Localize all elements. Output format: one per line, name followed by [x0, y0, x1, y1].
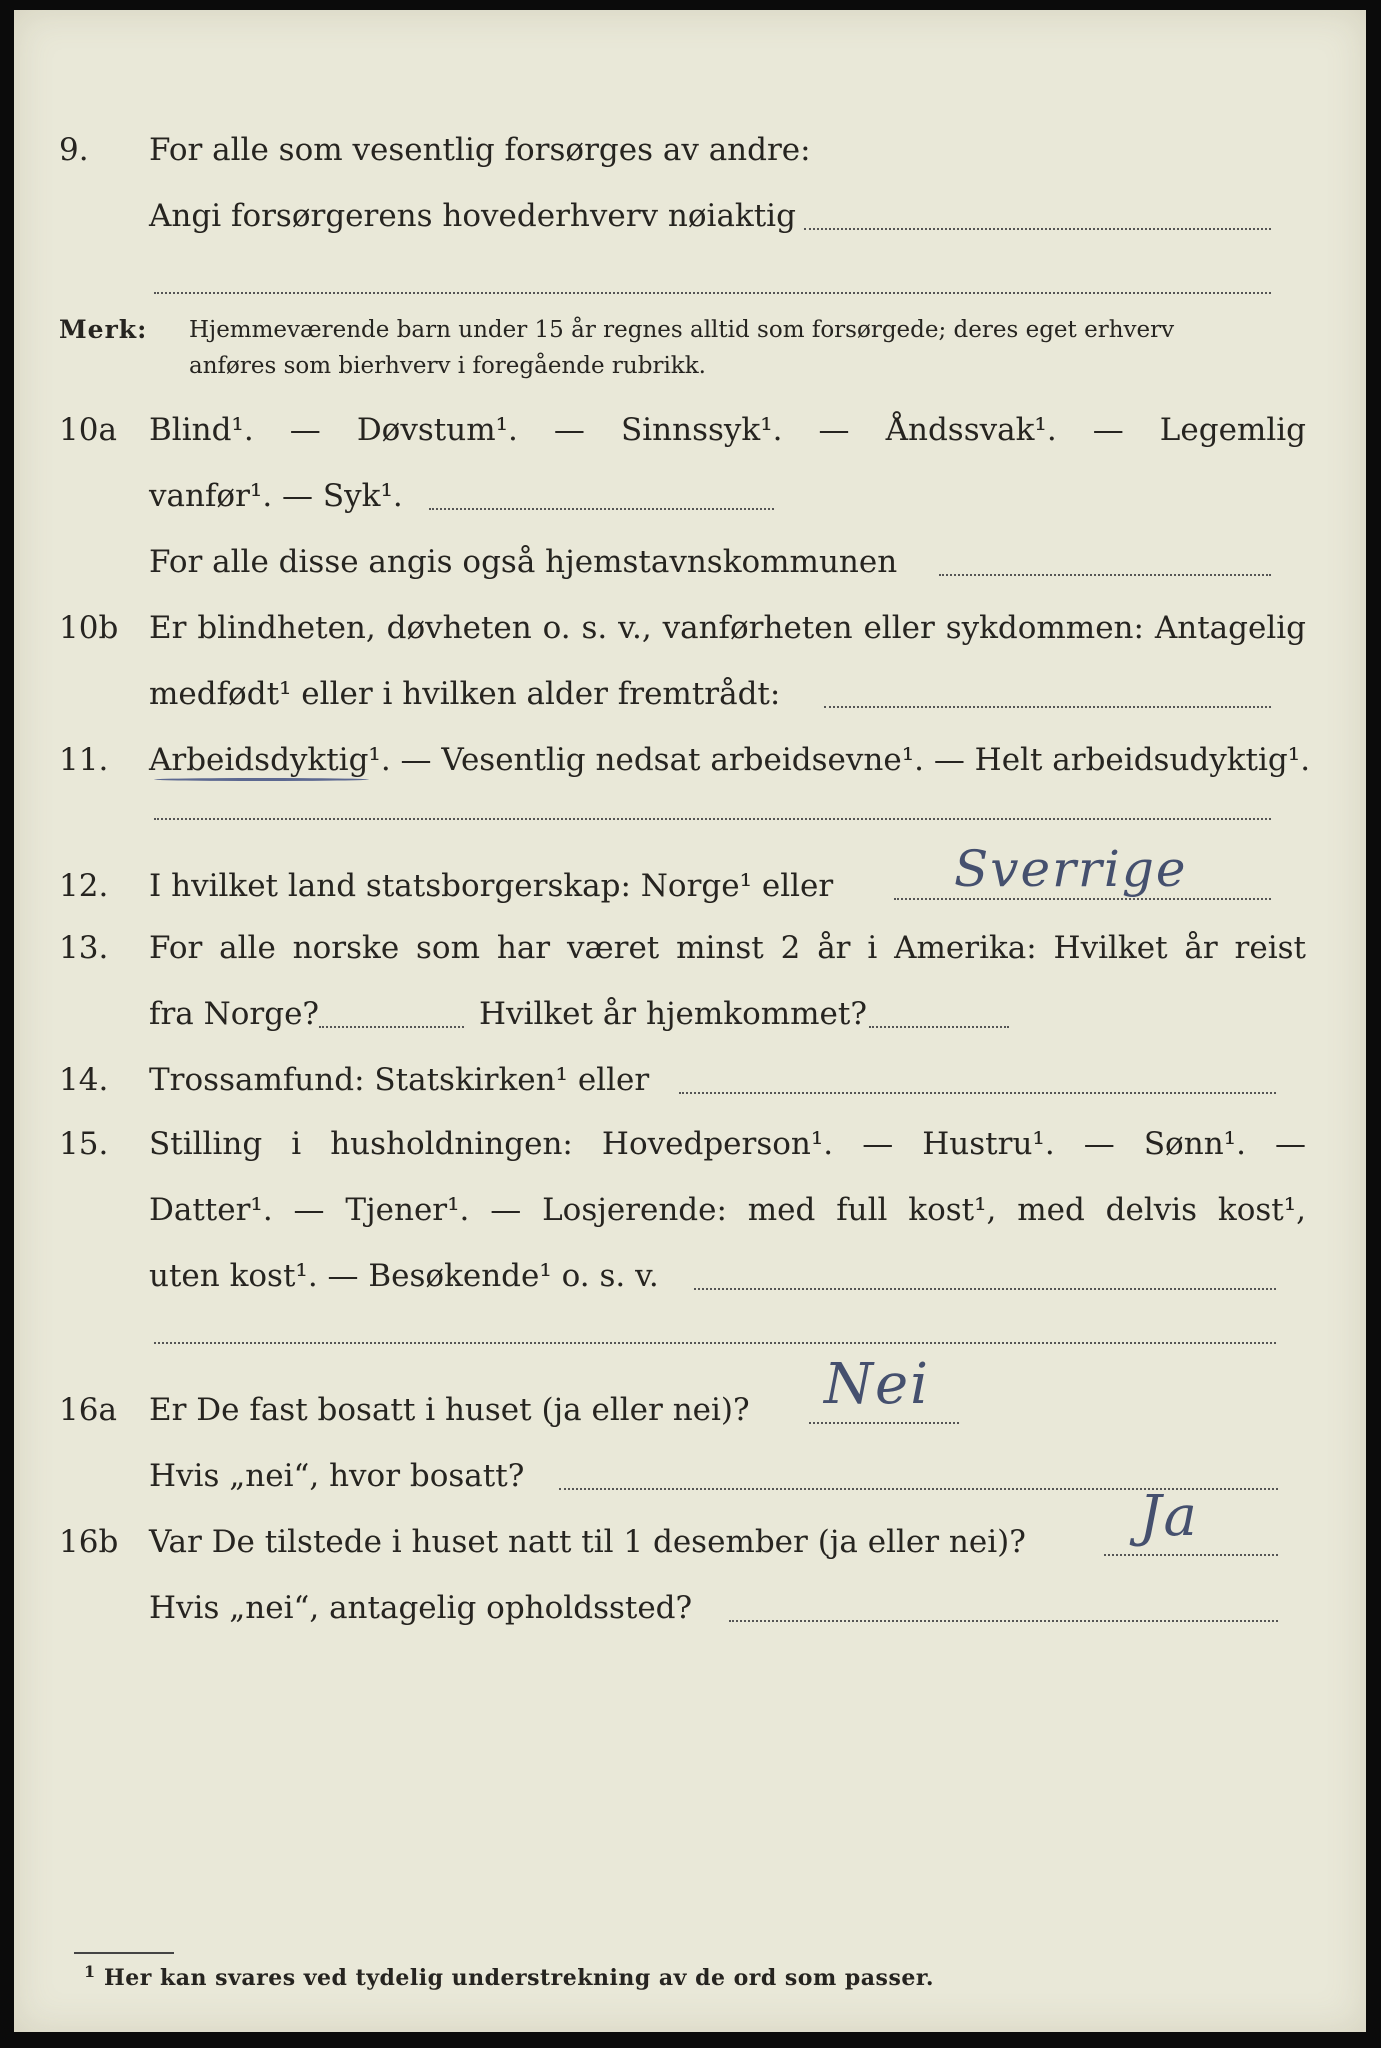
question-10a-line-3: [14, 534, 1366, 590]
question-10b: [14, 600, 1366, 656]
question-number: 12.: [59, 868, 109, 904]
question-text: uten kost¹. — Besøkende¹ o. s. v.: [149, 1258, 659, 1294]
note-text: [189, 312, 1306, 384]
question-number: 11.: [59, 742, 109, 778]
answer-field-line[interactable]: [1104, 1554, 1278, 1556]
question-text: medfødt¹ eller i hvilken alder fremtrådt:: [149, 676, 781, 712]
note-block: [14, 312, 1366, 392]
question-text: Er blindheten, døvheten o. s. v., vanførheten eller sykdommen: Antagelig: [149, 610, 1306, 646]
answer-field-line[interactable]: [869, 1026, 1009, 1028]
question-text: fra Norge?: [149, 996, 320, 1032]
question-text: I hvilket land statsborgerskap: Norge¹ eller: [149, 868, 834, 904]
question-number: 14.: [59, 1062, 109, 1098]
question-13-line-2: [14, 986, 1366, 1042]
question-14: [14, 1052, 1366, 1108]
footnote-mark: 1: [84, 1962, 96, 1981]
question-text: Angi forsørgerens hovederhverv nøiaktig: [149, 198, 796, 234]
question-9: [14, 122, 1366, 178]
question-text: For alle norske som har været minst 2 år i Amerika: Hvilket år reist: [149, 930, 1306, 966]
question-number: 16b: [59, 1524, 119, 1560]
answer-field-line[interactable]: [154, 1342, 1276, 1344]
question-text: Hvis „nei“, antagelig opholdssted?: [149, 1590, 693, 1626]
note-line: Hjemmeværende barn under 15 år regnes alltid som forsørgede; deres eget erhverv: [189, 317, 1175, 343]
answer-field-line[interactable]: [809, 1422, 959, 1424]
question-text: Arbeidsdyktig¹. — Vesentlig nedsat arbeidsevne¹. — Helt arbeidsudyktig¹.: [149, 742, 1311, 778]
handwritten-answer: Ja: [1139, 1484, 1199, 1549]
question-text: For alle disse angis også hjemstavnskommunen: [149, 544, 898, 580]
answer-field-line[interactable]: [804, 228, 1271, 230]
answer-field-line[interactable]: [894, 898, 1271, 900]
question-12: [14, 840, 1366, 914]
question-15: [14, 1116, 1366, 1172]
footnote-divider: [74, 1952, 174, 1954]
question-number: 16a: [59, 1392, 117, 1428]
footnote: [84, 1962, 935, 1991]
note-label: Merk:: [59, 315, 148, 344]
question-13: [14, 920, 1366, 976]
question-15-line-2: [14, 1182, 1366, 1238]
question-10b-line-2: [14, 666, 1366, 722]
question-text: Blind¹. — Døvstum¹. — Sinnssyk¹. — Åndssvak¹. — Legemlig: [149, 412, 1306, 448]
question-text: Datter¹. — Tjener¹. — Losjerende: med full kost¹, med delvis kost¹,: [149, 1192, 1306, 1228]
question-10a: [14, 402, 1366, 458]
answer-field-line[interactable]: [939, 574, 1271, 576]
census-form-page: [14, 10, 1366, 2032]
answer-field-line[interactable]: [154, 818, 1271, 820]
question-number: 15.: [59, 1126, 109, 1162]
answer-field-line[interactable]: [824, 706, 1271, 708]
question-text: vanfør¹. — Syk¹.: [149, 478, 403, 514]
question-15-line-3: [14, 1248, 1366, 1304]
question-text: Trossamfund: Statskirken¹ eller: [149, 1062, 650, 1098]
handwritten-answer: Nei: [824, 1352, 931, 1417]
question-text: Hvis „nei“, hvor bosatt?: [149, 1458, 525, 1494]
answer-field-line[interactable]: [154, 292, 1271, 294]
question-text: For alle som vesentlig forsørges av andre:: [149, 132, 811, 168]
question-number: 10b: [59, 610, 119, 646]
answer-field-line[interactable]: [694, 1288, 1276, 1290]
question-number: 9.: [59, 132, 89, 168]
question-10a-line-2: [14, 468, 1366, 524]
answer-field-line[interactable]: [429, 508, 774, 510]
question-text: Stilling i husholdningen: Hovedperson¹. — Hustru¹. — Sønn¹. —: [149, 1126, 1306, 1162]
question-text: Var De tilstede i huset natt til 1 desember (ja eller nei)?: [149, 1524, 1026, 1560]
footnote-text: Her kan svares ved tydelig understrekning av de ord som passer.: [104, 1965, 935, 1991]
handwritten-answer: Sverrige: [954, 840, 1188, 898]
question-number: 13.: [59, 930, 109, 966]
note-line: anføres som bierhverv i foregående rubrikk.: [189, 353, 706, 379]
answer-field-line[interactable]: [729, 1620, 1278, 1622]
handwritten-underline-mark: [154, 778, 369, 781]
question-text: Er De fast bosatt i huset (ja eller nei)?: [149, 1392, 750, 1428]
question-number: 10a: [59, 412, 117, 448]
answer-field-line[interactable]: [679, 1092, 1276, 1094]
question-16a: [14, 1352, 1366, 1438]
answer-field-line[interactable]: [319, 1026, 464, 1028]
question-text: Hvilket år hjemkommet?: [479, 996, 867, 1032]
question-16b-line-2: [14, 1580, 1366, 1636]
question-9-line-2: [14, 188, 1366, 244]
question-16b: [14, 1484, 1366, 1570]
